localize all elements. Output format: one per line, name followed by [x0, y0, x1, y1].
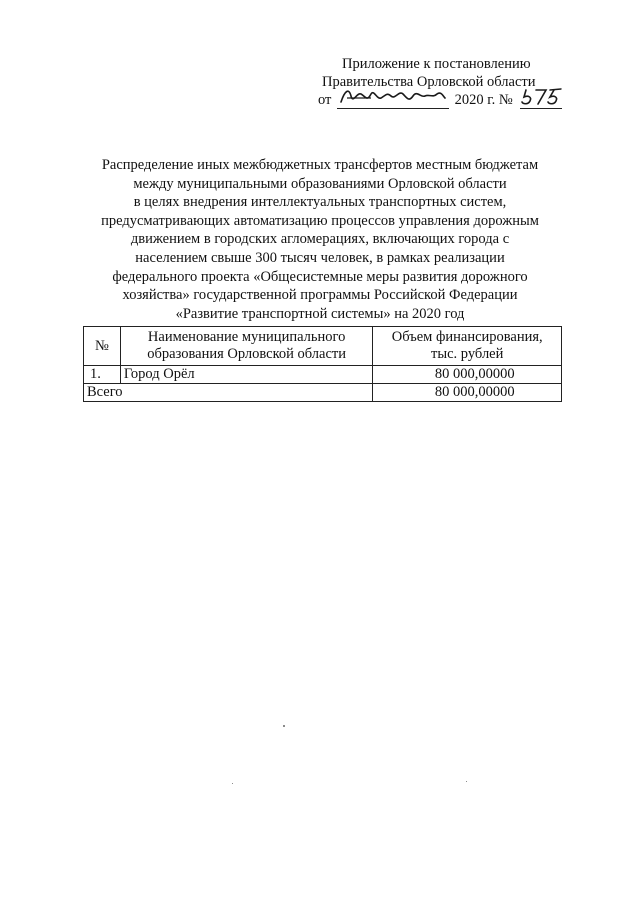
appendix-line-1: Приложение к постановлению — [342, 56, 531, 72]
title-line: «Развитие транспортной системы» на 2020 год — [175, 305, 465, 322]
table-row — [84, 366, 562, 384]
header-amount-line-2: тыс. рублей — [431, 346, 504, 362]
header-name-line-1: Наименование муниципального — [147, 329, 346, 345]
year-number-label: 2020 г. № — [454, 92, 513, 108]
appendix-line-3 — [318, 91, 598, 109]
appendix-line-2: Правительства Орловской области — [322, 74, 536, 90]
allocation-table — [83, 326, 562, 402]
title-line: между муниципальными образованиями Орловской области — [133, 175, 507, 192]
from-label: от — [318, 92, 332, 108]
total-label: Всего — [84, 384, 373, 402]
document-title — [60, 156, 580, 323]
row-municipality: Город Орёл — [120, 366, 373, 384]
title-line: Распределение иных межбюджетных трансфертов местным бюджетам — [101, 157, 539, 173]
title-line: в целях внедрения интеллектуальных транспортных систем, — [133, 194, 507, 211]
scan-speck — [232, 783, 233, 784]
row-amount: 80 000,00000 — [373, 366, 562, 384]
handwritten-date-signature — [337, 92, 449, 109]
appendix-header — [318, 55, 598, 109]
scan-speck — [283, 725, 285, 727]
title-line: предусматривающих автоматизацию процессов управления дорожным — [101, 212, 539, 229]
handwritten-number-signature — [520, 92, 562, 109]
header-funding-amount — [373, 327, 562, 366]
header-municipality-name — [120, 327, 373, 366]
table-total-row — [84, 384, 562, 402]
scan-speck — [466, 781, 467, 782]
total-amount: 80 000,00000 — [373, 384, 562, 402]
header-name-line-2: образования Орловской области — [147, 346, 347, 362]
row-number: 1. — [84, 366, 121, 384]
header-amount-line-1: Объем финансирования, — [391, 329, 543, 345]
title-line: федерального проекта «Общесистемные меры развития дорожного — [112, 268, 528, 285]
table-header-row — [84, 327, 562, 366]
title-line: движением в городских агломерациях, включающих города с — [130, 231, 510, 248]
header-number: № — [84, 327, 121, 366]
title-line: населением свыше 300 тысяч человек, в рамках реализации — [135, 249, 505, 266]
title-line: хозяйства» государственной программы Российской Федерации — [122, 287, 518, 304]
